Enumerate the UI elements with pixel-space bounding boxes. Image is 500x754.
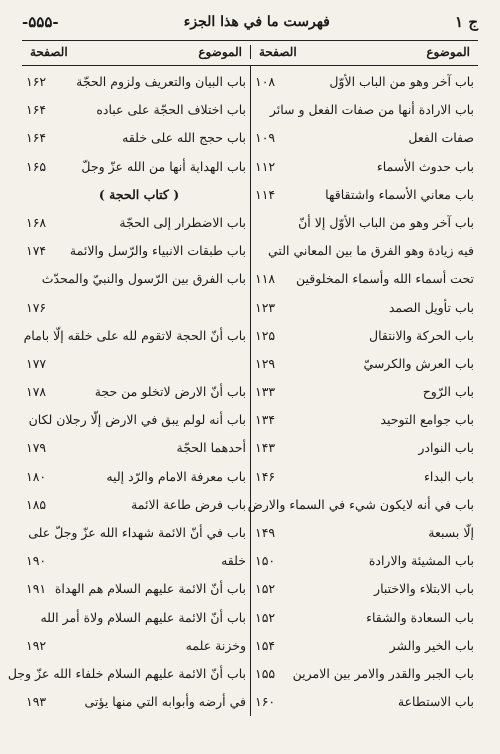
index-entry bbox=[255, 547, 474, 575]
entry-topic: باب في أنّ الائمة شهداء الله عزّ وجلّ على bbox=[28, 525, 246, 540]
right-column-header bbox=[250, 45, 478, 59]
entry-page-number: ۱۶۲ bbox=[26, 74, 47, 89]
entry-page-number: ۱۷۹ bbox=[26, 440, 47, 456]
index-entry bbox=[255, 124, 474, 152]
index-entry bbox=[255, 209, 474, 237]
entry-page-number: ۱۱۲ bbox=[255, 158, 276, 174]
index-entry bbox=[255, 265, 474, 293]
left-column-header bbox=[22, 45, 250, 59]
entry-topic: باب أنه لولم يبق في الارض إلّا رجلان لكان bbox=[28, 412, 246, 428]
entry-topic: أحدهما الحجّة bbox=[176, 440, 246, 456]
entry-topic: باب معرفة الامام والرّد إليه bbox=[106, 468, 246, 484]
entry-topic: باب الرّوح bbox=[422, 384, 474, 400]
entry-page-number: ۱۶۴ bbox=[26, 102, 47, 118]
index-entry bbox=[26, 96, 246, 124]
entry-page-number: ۱۵۲ bbox=[255, 581, 276, 597]
index-entry bbox=[23, 322, 246, 350]
index-entry bbox=[26, 294, 246, 322]
entry-topic: باب آخر وهو من الباب الأوّل إلا أنّ bbox=[298, 214, 474, 230]
index-entry bbox=[255, 688, 474, 716]
index-entry bbox=[26, 406, 246, 434]
index-entry bbox=[255, 322, 474, 350]
index-entry bbox=[255, 519, 474, 547]
entry-topic: باب فرض طاعة الائمة bbox=[131, 496, 246, 512]
entry-page-number: ۱۹۳ bbox=[26, 694, 47, 710]
entry-page-number: ۱۲۵ bbox=[255, 327, 276, 343]
entry-page-number: ۱۵۵ bbox=[255, 665, 276, 681]
entry-topic: باب أنّ الارض لاتخلو من حجة bbox=[94, 384, 246, 400]
entry-topic: باب الاضطرار إلى الحجّة bbox=[119, 214, 246, 230]
index-entry bbox=[255, 68, 474, 96]
index-entry bbox=[26, 68, 246, 96]
index-entry bbox=[26, 265, 246, 293]
index-entry bbox=[255, 406, 474, 434]
entry-page-number: ۱۳۴ bbox=[255, 412, 276, 428]
entry-page-number: ۱۱۸ bbox=[255, 271, 276, 287]
entry-page-number: ۱۶۸ bbox=[26, 214, 47, 230]
entry-page-number: ۱۷۴ bbox=[26, 243, 47, 259]
entry-page-number: ۱۸۵ bbox=[26, 496, 47, 512]
entry-topic: باب العرش والكرسيّ bbox=[363, 355, 474, 371]
index-entry bbox=[255, 350, 474, 378]
entry-topic: باب أنّ الائمة عليهم السلام خلفاء الله عزّ وجل bbox=[7, 665, 246, 681]
entry-page-number: ۱۳۳ bbox=[255, 384, 276, 400]
index-entry bbox=[26, 547, 246, 575]
entry-topic: باب الاستطاعة bbox=[397, 694, 474, 710]
entry-page-number: ۱۴۹ bbox=[255, 525, 276, 540]
entry-topic: باب النوادر bbox=[418, 440, 474, 456]
entry-page-number: ۱۷۸ bbox=[26, 384, 47, 400]
entry-page-number: ۱۶۵ bbox=[26, 158, 47, 174]
entry-topic: خلقه bbox=[221, 553, 246, 569]
entry-topic: باب المشيئة والارادة bbox=[368, 553, 474, 569]
page-number: -۵۵۵- bbox=[22, 13, 59, 31]
entry-topic: باب حجج الله على خلقه bbox=[122, 130, 246, 146]
left-column bbox=[7, 66, 250, 716]
entry-topic: تحت أسماء الله وأسماء المخلوقين bbox=[295, 271, 474, 287]
entry-topic: باب الفرق بين الرّسول والنبيّ والمحدّث bbox=[41, 271, 246, 287]
entry-topic: ( كتاب الحجة ) bbox=[98, 186, 180, 202]
entry-topic: باب البداء bbox=[424, 468, 474, 484]
index-entry bbox=[255, 378, 474, 406]
index-entry bbox=[26, 491, 246, 519]
index-entry bbox=[255, 463, 474, 491]
index-entry bbox=[255, 434, 474, 462]
index-entry bbox=[255, 181, 474, 209]
index-entry bbox=[26, 209, 246, 237]
entry-page-number: ۱۸۰ bbox=[26, 468, 47, 484]
topic-header: الموضوع bbox=[426, 45, 470, 59]
entry-page-number: ۱۷۷ bbox=[26, 355, 47, 371]
index-entry bbox=[255, 632, 474, 660]
entry-topic: باب آخر وهو من الباب الأوّل bbox=[329, 74, 474, 89]
index-entry bbox=[26, 153, 246, 181]
index-entry bbox=[255, 575, 474, 603]
entry-topic: باب أنّ الائمة عليهم السلام هم الهداة bbox=[54, 581, 246, 597]
entry-topic: باب الهداية أنها من الله عزّ وجلّ bbox=[81, 158, 246, 174]
index-entry bbox=[26, 463, 246, 491]
entry-topic: إلّا بسبعة bbox=[428, 525, 474, 540]
index-entry bbox=[26, 604, 246, 632]
entry-topic: باب السعادة والشقاء bbox=[366, 609, 474, 625]
entry-topic: باب الخير والشر bbox=[389, 637, 474, 653]
index-entry bbox=[7, 660, 246, 688]
entry-topic: باب اختلاف الحجّة على عباده bbox=[96, 102, 246, 118]
entry-page-number: ۱۴۶ bbox=[255, 468, 276, 484]
index-columns bbox=[7, 66, 478, 716]
entry-page-number: ۱۶۰ bbox=[255, 694, 276, 710]
entry-topic: باب أنّ الحجة لاتقوم لله على خلقه إلّا بامام bbox=[23, 327, 246, 343]
index-entry bbox=[26, 378, 246, 406]
index-entry bbox=[26, 124, 246, 152]
entry-page-number: ۱۰۸ bbox=[255, 74, 276, 89]
index-entry bbox=[26, 350, 246, 378]
entry-topic: باب تأويل الصمد bbox=[388, 299, 474, 315]
volume-label: ج ۱ bbox=[455, 13, 478, 31]
entry-topic: باب أنّ الائمة عليهم السلام ولاة أمر الله bbox=[40, 609, 246, 625]
index-entry bbox=[247, 491, 474, 519]
page-header-label: الصفحة bbox=[259, 45, 297, 59]
entry-topic: فيه زيادة وهو الفرق ما بين المعاني التي bbox=[268, 243, 474, 259]
index-entry bbox=[26, 632, 246, 660]
index-entry bbox=[26, 575, 246, 603]
index-entry bbox=[255, 96, 474, 124]
page-header bbox=[22, 10, 478, 34]
right-column bbox=[247, 66, 478, 716]
entry-topic: باب معاني الأسماء واشتقاقها bbox=[325, 186, 474, 202]
entry-page-number: ۱۹۲ bbox=[26, 637, 47, 653]
index-entry bbox=[255, 604, 474, 632]
entry-page-number: ۱۹۰ bbox=[26, 553, 47, 569]
entry-page-number: ۱۵۲ bbox=[255, 609, 276, 625]
entry-page-number: ۱۹۱ bbox=[26, 581, 47, 597]
index-entry bbox=[255, 294, 474, 322]
entry-page-number: ۱۷۶ bbox=[26, 299, 47, 315]
entry-page-number: ۱۲۳ bbox=[255, 299, 276, 315]
index-entry bbox=[26, 519, 246, 547]
entry-topic: باب البيان والتعريف ولزوم الحجّة bbox=[76, 74, 246, 89]
index-entry bbox=[26, 688, 246, 716]
entry-page-number: ۱۰۹ bbox=[255, 130, 276, 146]
entry-topic: باب الارادة أنها من صفات الفعل و سائر bbox=[269, 102, 474, 118]
entry-topic: باب الابتلاء والاختبار bbox=[374, 581, 474, 597]
page-title: فهرست ما في هذا الجزء bbox=[183, 14, 330, 30]
entry-page-number: ۱۶۴ bbox=[26, 130, 47, 146]
entry-topic: باب طبقات الانبياء والرّسل والائمة bbox=[69, 243, 246, 259]
entry-topic: في أرضه وأبوابه التي منها يؤتى bbox=[84, 694, 246, 710]
entry-page-number: ۱۴۳ bbox=[255, 440, 276, 456]
index-entry bbox=[26, 434, 246, 462]
entry-topic: باب الجبر والقدر والامر بين الامرين bbox=[292, 665, 474, 681]
entry-topic: باب حدوث الأسماء bbox=[376, 158, 474, 174]
entry-topic: باب الحركة والانتقال bbox=[368, 327, 474, 343]
entry-topic: وخزنة علمه bbox=[185, 637, 246, 653]
index-entry bbox=[26, 181, 246, 209]
index-entry bbox=[255, 660, 474, 688]
index-entry bbox=[255, 153, 474, 181]
column-headers bbox=[22, 41, 478, 63]
topic-header: الموضوع bbox=[198, 45, 242, 59]
entry-page-number: ۱۲۹ bbox=[255, 355, 276, 371]
index-entry bbox=[255, 237, 474, 265]
entry-topic: باب جوامع التوحيد bbox=[380, 412, 474, 428]
page-header-label: الصفحة bbox=[30, 45, 68, 59]
entry-topic: باب في أنه لايكون شيء في السماء والارض bbox=[247, 496, 474, 512]
index-page bbox=[7, 10, 478, 744]
index-entry bbox=[26, 237, 246, 265]
entry-topic: صفات الفعل bbox=[408, 130, 474, 146]
entry-page-number: ۱۵۴ bbox=[255, 637, 276, 653]
entry-page-number: ۱۵۰ bbox=[255, 553, 276, 569]
entry-page-number: ۱۱۴ bbox=[255, 186, 276, 202]
